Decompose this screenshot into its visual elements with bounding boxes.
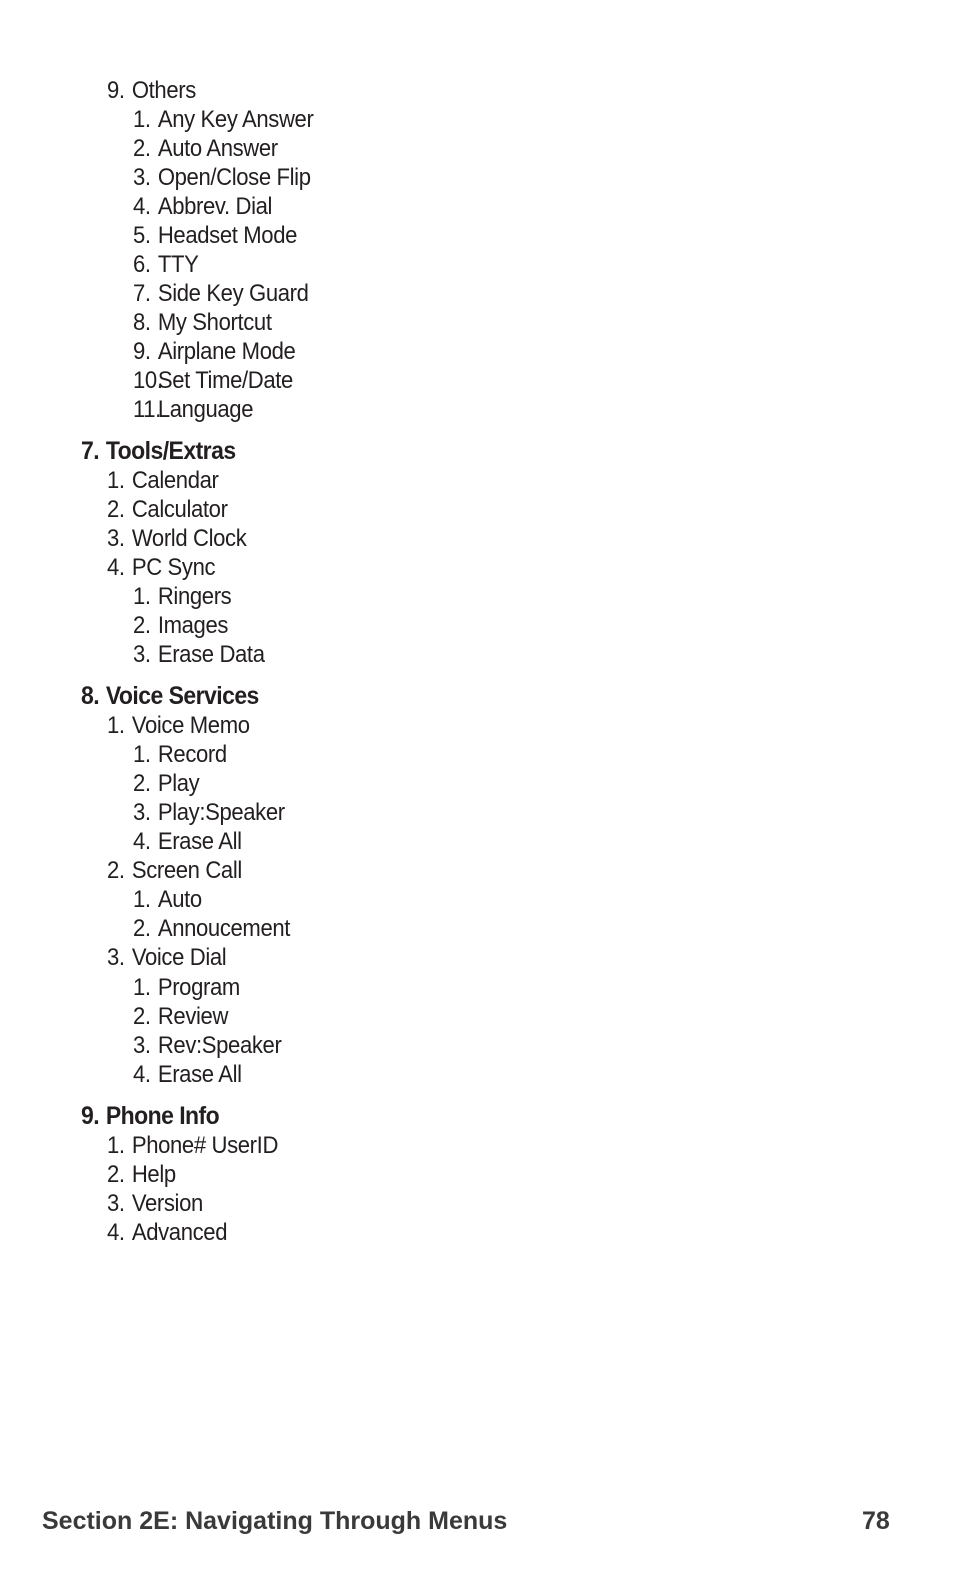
item-number: 3. [107,1190,125,1217]
item-number: 3. [133,1032,151,1059]
list-item [133,973,240,1003]
item-label: Side Key Guard [157,280,309,307]
item-number: 2. [133,1003,151,1030]
item-number: 1. [107,712,125,739]
item-number: 4. [133,1061,151,1088]
item-number: 1. [133,974,151,1001]
item-number: 10. [133,367,163,394]
item-number: 4. [107,554,125,581]
item-label: PC Sync [131,554,216,581]
list-item [133,1002,228,1032]
list-item [133,1031,281,1061]
heading-label: Tools/Extras [105,437,236,465]
list-item [133,769,199,799]
item-label: Annoucement [157,915,291,942]
item-label: Calculator [131,496,228,523]
list-item [133,366,293,396]
list-item [133,740,227,770]
list-item [133,611,228,641]
item-number: 5. [133,222,151,249]
item-label: Auto [157,886,202,913]
item-label: Calendar [131,467,219,494]
item-label: Any Key Answer [157,106,314,133]
item-label: Erase All [157,1061,242,1088]
item-label: Voice Dial [131,944,227,971]
item-label: My Shortcut [157,309,272,336]
item-number: 9. [107,77,125,104]
list-item [107,1131,278,1161]
item-label: Airplane Mode [157,338,296,365]
submenu-others [107,76,196,106]
item-label: Screen Call [131,857,242,884]
item-number: 8. [133,309,151,336]
item-number: 4. [133,193,151,220]
item-number: 4. [133,828,151,855]
item-number: 3. [133,799,151,826]
item-number: 1. [133,741,151,768]
item-number: 1. [107,467,125,494]
item-number: 3. [133,641,151,668]
heading-number: 8. [81,682,100,710]
item-number: 6. [133,251,151,278]
item-label: Advanced [131,1219,228,1246]
item-number: 1. [107,1132,125,1159]
list-item [133,798,285,828]
list-item [133,105,313,135]
list-item [133,134,278,164]
list-item [133,395,253,425]
list-item [107,1218,227,1248]
list-item [133,279,309,309]
list-item [133,914,290,944]
item-number: 2. [107,857,125,884]
item-label: TTY [157,251,199,278]
list-item [107,711,250,741]
item-label: Open/Close Flip [157,164,311,191]
item-label: Erase All [157,828,242,855]
item-number: 1. [133,583,151,610]
list-item [107,856,242,886]
heading-number: 7. [81,437,100,465]
list-item [133,640,265,670]
item-label: Language [157,396,254,423]
section-heading-phone-info [81,1101,219,1131]
list-item [107,1160,176,1190]
item-label: Ringers [157,583,232,610]
list-item [107,553,215,583]
item-label: Erase Data [157,641,265,668]
item-label: Headset Mode [157,222,298,249]
item-number: 11. [133,396,161,423]
list-item [133,308,272,338]
item-number: 4. [107,1219,125,1246]
page-number: 78 [862,1507,890,1535]
heading-label: Voice Services [105,682,259,710]
heading-label: Phone Info [105,1102,220,1130]
item-label: Set Time/Date [157,367,293,394]
footer-section-title: Section 2E: Navigating Through Menus [42,1507,508,1535]
list-item [133,337,295,367]
item-label: Abbrev. Dial [157,193,273,220]
item-number: 3. [107,944,125,971]
item-number: 2. [133,612,151,639]
list-item [133,221,297,251]
item-label: Images [157,612,229,639]
item-label: Play [157,770,200,797]
heading-number: 9. [81,1102,100,1130]
item-number: 1. [133,106,151,133]
list-item [133,582,231,612]
item-number: 2. [133,915,151,942]
section-heading-tools-extras [81,436,236,466]
list-item [133,885,202,915]
item-label: Version [131,1190,203,1217]
item-number: 9. [133,338,151,365]
section-heading-voice-services [81,681,259,711]
item-label: Record [157,741,227,768]
item-number: 1. [133,886,151,913]
list-item [107,943,226,973]
item-number: 3. [133,164,151,191]
item-label: Play:Speaker [157,799,285,826]
item-number: 2. [133,135,151,162]
item-label: World Clock [131,525,247,552]
list-item [133,192,272,222]
list-item [107,524,246,554]
list-item [133,250,198,280]
item-label: Auto Answer [157,135,278,162]
item-label: Phone# UserID [131,1132,279,1159]
item-number: 2. [107,496,125,523]
item-label: Program [157,974,240,1001]
item-label: Others [131,77,196,104]
list-item [133,1060,242,1090]
item-label: Voice Memo [131,712,250,739]
list-item [107,466,219,496]
list-item [133,827,242,857]
item-label: Review [157,1003,229,1030]
item-label: Help [131,1161,176,1188]
list-item [107,1189,203,1219]
item-number: 3. [107,525,125,552]
item-number: 7. [133,280,151,307]
item-label: Rev:Speaker [157,1032,282,1059]
item-number: 2. [133,770,151,797]
item-number: 2. [107,1161,125,1188]
list-item [107,495,228,525]
list-item [133,163,311,193]
